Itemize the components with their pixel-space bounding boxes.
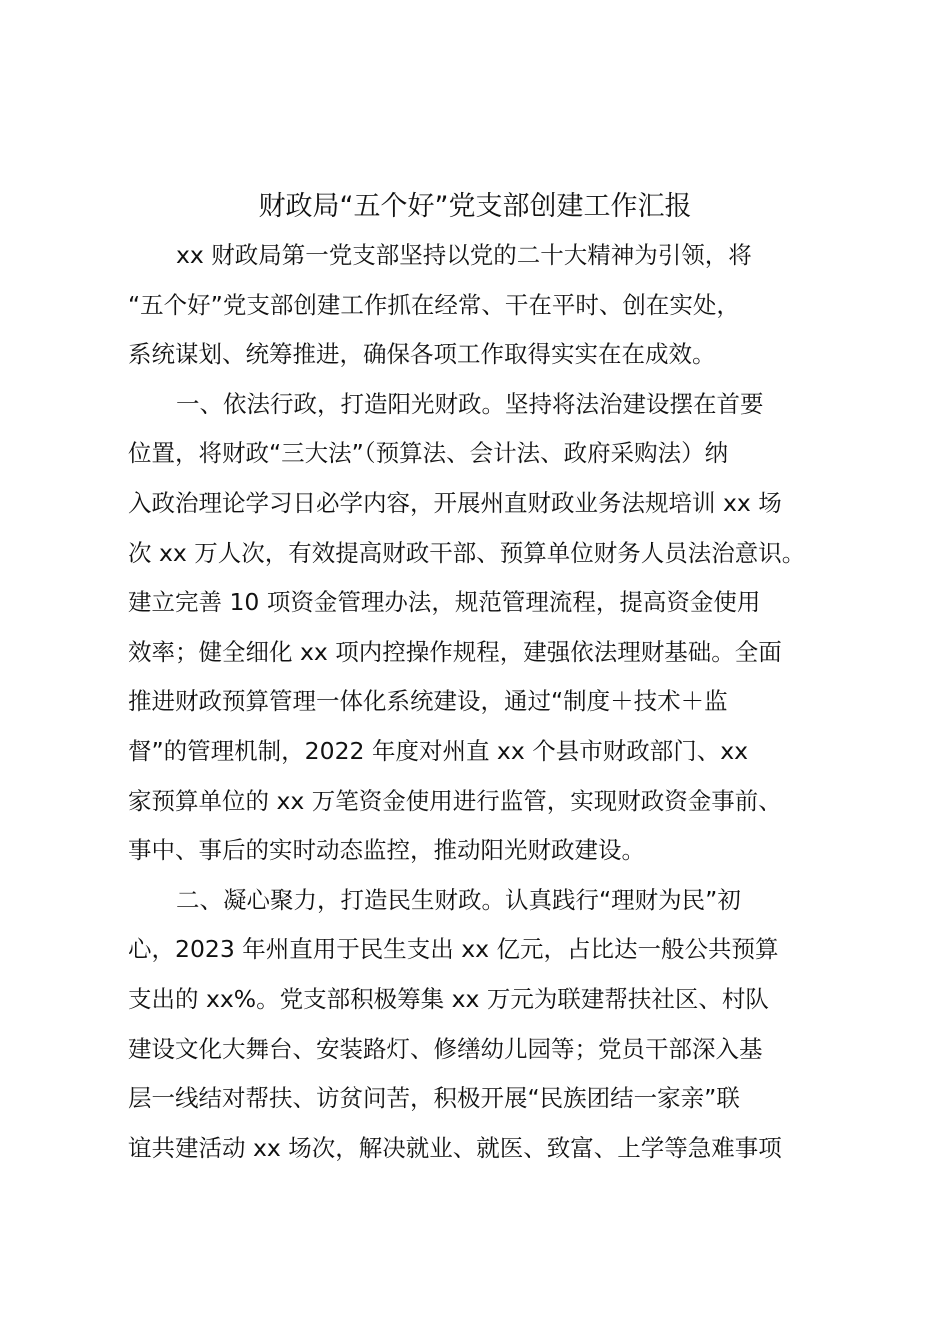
section-two-line: 谊共建活动 xx 场次，解决就业、就医、致富、上学等急难事项 xyxy=(128,1133,782,1162)
section-one-line: 入政治理论学习日必学内容，开展州直财政业务法规培训 xx 场 xyxy=(128,488,782,517)
section-two-line: 支出的 xx%。党支部积极筹集 xx 万元为联建帮扶社区、村队 xyxy=(128,984,769,1013)
section-two-line: 建设文化大舞台、安装路灯、修缮幼儿园等；党员干部深入基 xyxy=(128,1034,763,1063)
document-title: 财政局“五个好”党支部创建工作汇报 xyxy=(258,191,692,222)
paragraph-intro-line: xx 财政局第一党支部坚持以党的二十大精神为引领，将 xyxy=(176,241,752,269)
document-body xyxy=(128,231,828,1173)
section-one-line: 家预算单位的 xx 万笔资金使用进行监管，实现财政资金事前、 xyxy=(128,786,782,815)
section-one-line: 事中、事后的实时动态监控，推动阳光财政建设。 xyxy=(128,836,645,865)
paragraph-intro-line: 系统谋划、统筹推进，确保各项工作取得实实在在成效。 xyxy=(128,340,716,369)
section-one-line: 推进财政预算管理一体化系统建设，通过“制度＋技术＋监 xyxy=(128,687,728,716)
section-one-line: 效率；健全细化 xx 项内控操作规程，建强依法理财基础。全面 xyxy=(128,637,782,666)
section-two-line: 二、凝心聚力，打造民生财政。认真践行“理财为民”初 xyxy=(176,885,741,914)
section-two-line: 心，2023 年州直用于民生支出 xx 亿元，占比达一般公共预算 xyxy=(128,935,779,964)
paragraph-intro-line: “五个好”党支部创建工作抓在经常、干在平时、创在实处， xyxy=(128,290,740,319)
section-one-line: 次 xx 万人次，有效提高财政干部、预算单位财务人员法治意识。 xyxy=(128,538,806,567)
section-one-line: 建立完善 10 项资金管理办法，规范管理流程，提高资金使用 xyxy=(128,588,761,617)
section-one-line: 一、依法行政，打造阳光财政。坚持将法治建设摆在首要 xyxy=(176,389,764,418)
section-two-line: 层一线结对帮扶、访贫问苦，积极开展“民族团结一家亲”联 xyxy=(128,1084,740,1113)
section-one-line: 督”的管理机制，2022 年度对州直 xx 个县市财政部门、xx xyxy=(128,736,749,765)
section-one-line: 位置，将财政“三大法”（预算法、会计法、政府采购法）纳 xyxy=(128,439,729,468)
